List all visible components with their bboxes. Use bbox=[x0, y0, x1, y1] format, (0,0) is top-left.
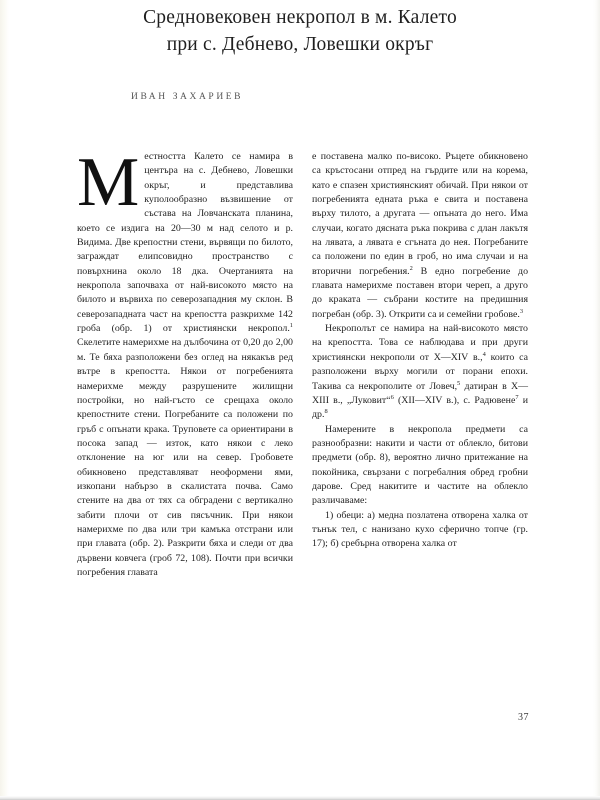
scan-edge-right bbox=[593, 0, 600, 800]
paragraph: 1) обеци: а) медна позлатена отворена халка от тънък тел, с нанизано кухо сферично топче (гр. 17); б) сребърна отворена халка от bbox=[312, 509, 528, 550]
footnote-marker: 6 bbox=[390, 393, 394, 401]
paragraph: Некрополът се намира на най-високото място на крепостта. Това се наблюдава и при други християнски некрополи от X—XIV в.,$^4$ които са разположени върху могили от порани епохи. Такива са некрополите от Ловеч,$^5$ датиран в X—XIII в., „Луковит“$^6$ (XII—XIV в.), с. Радювене$^7$ и др.$^8$ bbox=[312, 323, 529, 421]
title-line-2: при с. Дебнево, Ловешки окръг bbox=[166, 34, 434, 55]
footnote-marker: 7 bbox=[515, 393, 519, 401]
footnote-marker: 4 bbox=[482, 350, 486, 358]
footnote-marker: 1 bbox=[289, 322, 293, 330]
body-columns bbox=[77, 144, 529, 580]
footnote-marker: 2 bbox=[409, 264, 413, 272]
footnote-marker: 3 bbox=[519, 307, 524, 315]
paragraph: Намерените в некропола предмети са разнообразни: накити и части от облекло, битови предмети (обр. 8), вероятно лично притежание на покойника, свързани с погребалния обред гробни дарове. Сред накитите и частите на облекло различаваме: bbox=[312, 423, 528, 507]
scan-edge-left bbox=[0, 0, 9, 800]
column-left bbox=[77, 144, 293, 580]
footnote-marker: 5 bbox=[457, 379, 461, 387]
title-line-1: Средновековен некропол в м. Калето bbox=[143, 7, 457, 28]
column-right bbox=[312, 150, 528, 580]
page-number: 37 bbox=[518, 712, 529, 723]
paragraph: е поставена малко по-високо. Ръцете обикновено са кръстосани отпред на гърдите или на корема, като е спазен християнският обичай. При някои от погребенията едната ръка е свита и поставена върху тилото, а другата — опъната до него. Има случаи, когато дясната ръка покрива с длан лакътя на лявата, а лявата е сгъната до нея. Погребаните са положени по един в гроб, но има случаи и на вторични погребения.$^2$ В едно погребение до главата намерихме поставен втори череп, а друго до краката — събрани костите на предишния погребан (обр. 3). Открити са и семейни гробове.$^3$ bbox=[312, 151, 529, 320]
paragraph: Местността Калето се намира в центъра на с. Дебнево, Ловешки окръг, и представлива куполообразно възвишение от състава на Ловчанската планина, което се издига на 20—30 м над селото и р. Видима. Две крепостни стени, вървящи по билото, заграждат елипсовидно пространство с повърхнина около 18 дка. Очертанията на некропола започваха от най-високото място на билото и вървиха по северозападния му склон. В северозападната част на крепостта разкрихме 142 гроба (обр. 1) от християнски некропол.$^1$ Скелетите намерихме на дълбочина от 0,20 до 2,00 м. Те бяха разположени без оглед на някакъв ред вътре в крепостта. Някои от погребенията намерихме между разрушените жилищни постройки, но най-гъсто се срещаха около крепостните стени. Погребаните са положени по гръб с опънати крака. Труповете са ориентирани в посока запад — изток, като някои с леко отклонение на юг или на север. Гробовете обикновено представляват неоформени ями, изкопани набързо в скалистата почва. Само стените на два от тях са обградени с вертикално забити плочи от сив пясъчник. При някои намерихме по два или три камъка отстрани или при главата (обр. 2). Разкрити бяха и следи от два дървени ковчега (гроб 72, 108). Почти при всички погребения главата bbox=[77, 144, 293, 578]
scan-edge-bottom bbox=[0, 796, 600, 800]
article-title bbox=[60, 4, 540, 58]
footnote-marker: 8 bbox=[324, 408, 328, 416]
author-byline: ИВАН ЗАХАРИЕВ bbox=[131, 92, 244, 102]
